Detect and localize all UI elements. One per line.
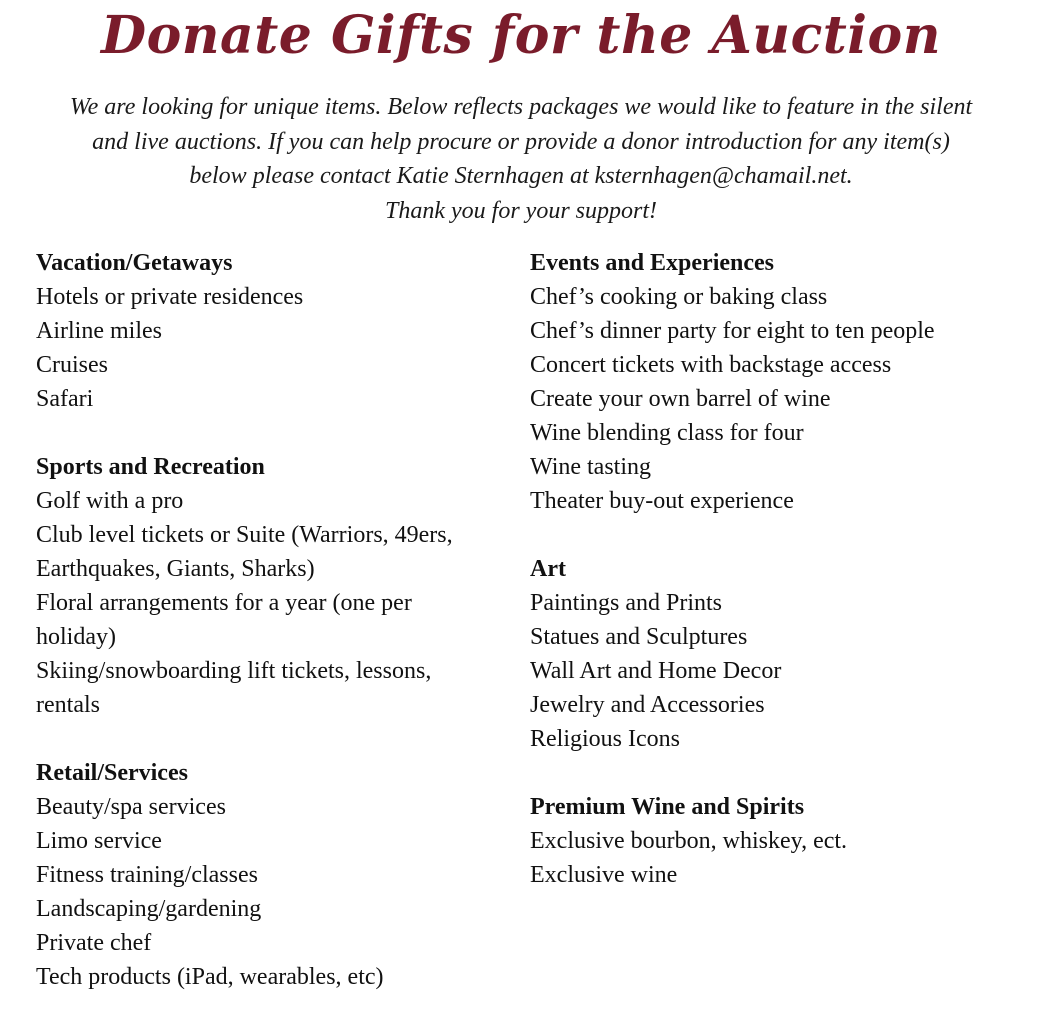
- section-heading: Art: [530, 556, 566, 582]
- section-vacation-getaways: [36, 246, 506, 416]
- list-item: Chef’s cooking or baking class: [530, 284, 828, 310]
- list-item: Hotels or private residences: [36, 284, 304, 310]
- intro-line: Thank you for your support!: [385, 197, 657, 224]
- list-item: Exclusive wine: [530, 862, 678, 888]
- list-item: Club level tickets or Suite (Warriors, 49ers,: [36, 522, 453, 548]
- page-title: Donate Gifts for the Auction: [100, 5, 942, 66]
- list-item: Wall Art and Home Decor: [530, 658, 782, 684]
- list-item: Airline miles: [36, 318, 162, 344]
- list-item: Religious Icons: [530, 726, 680, 752]
- list-item: holiday): [36, 624, 116, 650]
- list-item: rentals: [36, 692, 100, 718]
- list-item: Golf with a pro: [36, 488, 184, 514]
- left-column: [36, 246, 506, 1028]
- section-art: [530, 552, 1020, 756]
- list-item: Private chef: [36, 930, 152, 956]
- list-item: Limo service: [36, 828, 162, 854]
- list-item: Theater buy-out experience: [530, 488, 794, 514]
- list-item: Jewelry and Accessories: [530, 692, 765, 718]
- list-item: Floral arrangements for a year (one per: [36, 590, 412, 616]
- list-item: Earthquakes, Giants, Sharks): [36, 556, 315, 582]
- intro-paragraph: [20, 90, 1022, 228]
- intro-line: below please contact Katie Sternhagen at ksternhagen@chamail.net.: [189, 163, 853, 189]
- list-item: Create your own barrel of wine: [530, 386, 831, 412]
- section-heading: Events and Experiences: [530, 250, 775, 276]
- section-heading: Vacation/Getaways: [36, 250, 233, 276]
- right-column: [530, 246, 1020, 926]
- list-item: Tech products (iPad, wearables, etc): [36, 964, 384, 990]
- section-sports-recreation: [36, 450, 506, 722]
- section-premium-wine-spirits: [530, 790, 1020, 892]
- list-item: Wine blending class for four: [530, 420, 804, 446]
- list-item: Beauty/spa services: [36, 794, 226, 820]
- section-events-experiences: [530, 246, 1020, 518]
- list-item: Exclusive bourbon, whiskey, ect.: [530, 828, 848, 854]
- list-item: Landscaping/gardening: [36, 896, 262, 922]
- list-item: Wine tasting: [530, 454, 652, 480]
- list-item: Concert tickets with backstage access: [530, 352, 892, 378]
- list-item: Fitness training/classes: [36, 862, 258, 888]
- section-retail-services: [36, 756, 506, 994]
- intro-line: We are looking for unique items. Below reflects packages we would like to feature in the silent: [69, 94, 973, 120]
- list-item: Safari: [36, 386, 94, 412]
- list-item: Chef’s dinner party for eight to ten people: [530, 318, 935, 344]
- list-item: Skiing/snowboarding lift tickets, lessons,: [36, 658, 432, 684]
- list-item: Cruises: [36, 352, 108, 378]
- list-item: Statues and Sculptures: [530, 624, 748, 650]
- section-heading: Premium Wine and Spirits: [530, 794, 805, 820]
- intro-line: and live auctions. If you can help procure or provide a donor introduction for any item(s): [92, 128, 950, 155]
- section-heading: Retail/Services: [36, 760, 188, 786]
- section-heading: Sports and Recreation: [36, 454, 265, 480]
- list-item: Paintings and Prints: [530, 590, 723, 616]
